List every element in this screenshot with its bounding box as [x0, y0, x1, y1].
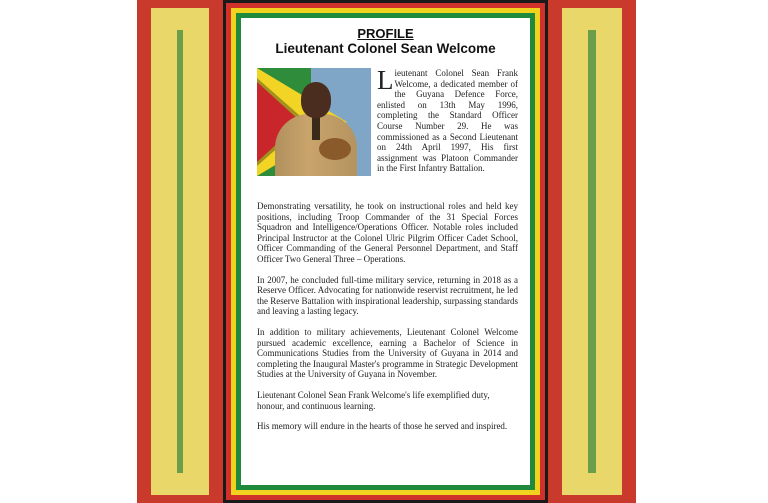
blurred-background-left: [137, 0, 223, 503]
profile-paper: [241, 18, 530, 485]
intro-text: ieutenant Colonel Sean Frank Welcome, a dedicated member of the Guyana Defence Force, enlisted on 13th May 1996, completing the Standard Officer Course Number 29. He was commissioned as a Second Lieutenant on 24th April 1997, His first assignment was Platoon Commander in the First Infantry Battalion.: [377, 68, 518, 174]
paragraph-career: Demonstrating versatility, he took on instructional roles and held key positions, including Troop Commander of the 31 Special Forces Squadron and Intelligence/Operations Officer. Notable roles included Principal Instructor at the Colonel Ulric Pilgrim Officer Cadet School, Officer Commanding of the General Personnel Department, and Staff Officer Two General Three – Operations.: [257, 201, 518, 264]
profile-body: [257, 201, 518, 442]
paragraph-legacy: Lieutenant Colonel Sean Frank Welcome's life exemplified duty, honour, and continuous learning.: [257, 389, 490, 411]
profile-name: Lieutenant Colonel Sean Welcome: [275, 41, 496, 56]
paragraph-reserve: In 2007, he concluded full-time military service, returning in 2018 as a Reserve Officer. Advocating for nationwide reservist recruitment, he led the Reserve Battalion with inspirational leadership, surpassing standards and leaving a lasting legacy.: [257, 274, 518, 317]
paragraph-memory: His memory will endure in the hearts of those he served and inspired.: [257, 421, 508, 432]
profile-card: [223, 0, 548, 503]
profile-label: PROFILE: [357, 26, 414, 41]
blurred-background-right: [548, 0, 636, 503]
drop-cap: L: [377, 65, 394, 95]
portrait-photo: [257, 68, 371, 176]
intro-paragraph: [377, 65, 518, 174]
paragraph-academics: In addition to military achievements, Lieutenant Colonel Welcome pursued academic excellence, earning a Bachelor of Science in Communications Studies from the University of Guyana in 2014 and completing the Inaugural Master's programme in Strategic Development Studies at the University of Guyana in November.: [257, 326, 518, 380]
profile-heading: [241, 26, 530, 57]
